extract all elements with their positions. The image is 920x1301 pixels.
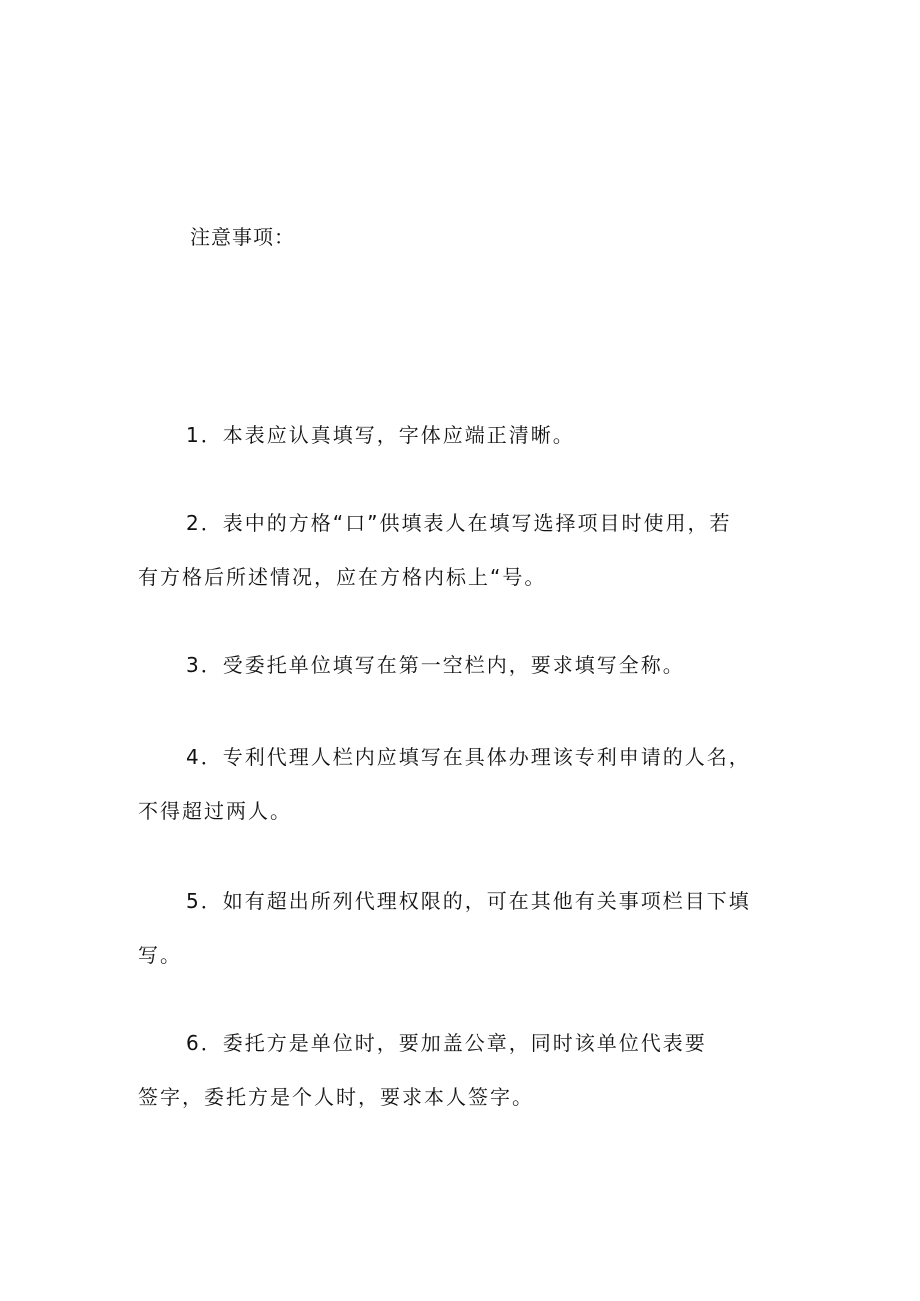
note-number: 1: [186, 423, 201, 447]
note-item-line: [138, 874, 798, 928]
note-item-line: [138, 730, 798, 784]
note-text-continuation: 有方格后所述情况，应在方格内标上“号。: [138, 565, 547, 589]
note-number: 2: [186, 511, 201, 535]
note-number: 3: [186, 653, 201, 677]
note-text: ．本表应认真填写，字体应端正清晰。: [200, 423, 575, 447]
note-text: ．如有超出所列代理权限的，可在其他有关事项栏目下填: [200, 889, 751, 913]
note-text: ．表中的方格“口”供填表人在填写选择项目时使用，若: [200, 511, 732, 535]
note-item-line: [138, 638, 798, 692]
note-text: ．委托方是单位时，要加盖公章，同时该单位代表要: [200, 1031, 707, 1055]
note-text: ．专利代理人栏内应填写在具体办理该专利申请的人名，: [200, 745, 751, 769]
note-number: 5: [186, 889, 201, 913]
note-item-3: [138, 638, 798, 692]
note-item-6: [138, 1016, 798, 1124]
note-text-continuation: 写。: [138, 943, 182, 967]
note-item-line: [138, 496, 798, 550]
note-text: ．受委托单位填写在第一空栏内，要求填写全称。: [200, 653, 685, 677]
note-item-1: [138, 408, 798, 462]
note-number: 4: [186, 745, 201, 769]
note-item-line: [138, 1016, 798, 1070]
note-item-4: [138, 730, 798, 838]
note-text-continuation: 不得超过两人。: [138, 799, 292, 823]
note-item-2: [138, 496, 798, 604]
note-item-line: [138, 408, 798, 462]
note-item-5: [138, 874, 798, 982]
note-number: 6: [186, 1031, 201, 1055]
notes-heading: 注意事项：: [190, 225, 295, 249]
note-text-continuation: 签字，委托方是个人时，要求本人签字。: [138, 1085, 534, 1109]
